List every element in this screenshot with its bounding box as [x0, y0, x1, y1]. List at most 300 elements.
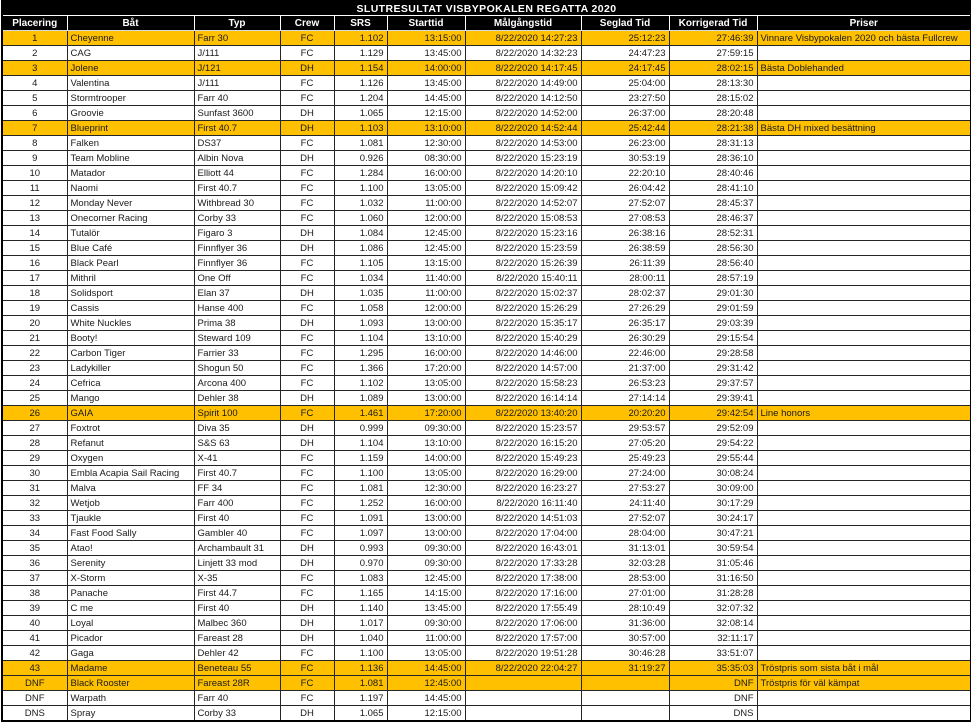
cell-starttid: 13:05:00	[387, 181, 465, 196]
cell-bat: Valentina	[67, 76, 194, 91]
cell-starttid: 11:00:00	[387, 631, 465, 646]
cell-seglad_tid: 28:53:00	[581, 571, 669, 586]
cell-seglad_tid: 25:49:23	[581, 451, 669, 466]
cell-korrigerad_tid: 29:03:39	[669, 316, 757, 331]
cell-typ: Malbec 360	[194, 616, 280, 631]
cell-crew: FC	[280, 166, 334, 181]
cell-priser	[757, 136, 971, 151]
cell-crew: FC	[280, 136, 334, 151]
cell-placering: DNS	[2, 706, 67, 722]
column-header-crew: Crew	[280, 16, 334, 31]
table-row	[2, 226, 971, 241]
cell-priser	[757, 361, 971, 376]
cell-starttid: 12:45:00	[387, 241, 465, 256]
cell-starttid: 17:20:00	[387, 361, 465, 376]
cell-seglad_tid: 27:53:27	[581, 481, 669, 496]
cell-placering: 11	[2, 181, 67, 196]
cell-starttid: 12:30:00	[387, 136, 465, 151]
cell-bat: Embla Acapia Sail Racing	[67, 466, 194, 481]
cell-typ: Farr 40	[194, 91, 280, 106]
table-row	[2, 331, 971, 346]
cell-bat: GAIA	[67, 406, 194, 421]
cell-korrigerad_tid: 28:15:02	[669, 91, 757, 106]
cell-typ: Arcona 400	[194, 376, 280, 391]
cell-crew: DH	[280, 241, 334, 256]
cell-bat: Cheyenne	[67, 31, 194, 46]
cell-malgangstid: 8/22/2020 15:08:53	[465, 211, 581, 226]
cell-crew: FC	[280, 481, 334, 496]
cell-srs: 1.058	[334, 301, 387, 316]
cell-bat: White Nuckles	[67, 316, 194, 331]
cell-crew: FC	[280, 406, 334, 421]
cell-placering: 13	[2, 211, 67, 226]
cell-priser	[757, 106, 971, 121]
cell-placering: 42	[2, 646, 67, 661]
cell-bat: Loyal	[67, 616, 194, 631]
cell-starttid: 13:00:00	[387, 391, 465, 406]
cell-placering: 20	[2, 316, 67, 331]
cell-placering: 16	[2, 256, 67, 271]
cell-bat: Booty!	[67, 331, 194, 346]
cell-starttid: 13:45:00	[387, 601, 465, 616]
table-row	[2, 616, 971, 631]
cell-starttid: 13:15:00	[387, 31, 465, 46]
cell-bat: Black Pearl	[67, 256, 194, 271]
cell-starttid: 12:15:00	[387, 706, 465, 722]
cell-malgangstid: 8/22/2020 15:35:17	[465, 316, 581, 331]
cell-korrigerad_tid: 32:08:14	[669, 616, 757, 631]
table-row	[2, 211, 971, 226]
cell-crew: DH	[280, 226, 334, 241]
cell-typ: Figaro 3	[194, 226, 280, 241]
cell-placering: 17	[2, 271, 67, 286]
cell-malgangstid: 8/22/2020 17:16:00	[465, 586, 581, 601]
cell-typ: J/121	[194, 61, 280, 76]
column-header-srs: SRS	[334, 16, 387, 31]
cell-bat: Foxtrot	[67, 421, 194, 436]
cell-korrigerad_tid: 29:37:57	[669, 376, 757, 391]
cell-korrigerad_tid: 29:52:09	[669, 421, 757, 436]
cell-placering: 23	[2, 361, 67, 376]
cell-placering: 21	[2, 331, 67, 346]
cell-malgangstid: 8/22/2020 14:32:23	[465, 46, 581, 61]
cell-priser	[757, 91, 971, 106]
table-row	[2, 121, 971, 136]
cell-priser	[757, 241, 971, 256]
cell-starttid: 13:00:00	[387, 316, 465, 331]
cell-korrigerad_tid: 30:17:29	[669, 496, 757, 511]
cell-crew: DH	[280, 541, 334, 556]
cell-seglad_tid: 25:04:00	[581, 76, 669, 91]
cell-malgangstid: 8/22/2020 17:04:00	[465, 526, 581, 541]
cell-crew: DH	[280, 151, 334, 166]
cell-malgangstid	[465, 706, 581, 722]
cell-malgangstid: 8/22/2020 22:04:27	[465, 661, 581, 676]
table-row	[2, 196, 971, 211]
cell-starttid: 12:00:00	[387, 301, 465, 316]
table-row	[2, 136, 971, 151]
cell-korrigerad_tid: 28:20:48	[669, 106, 757, 121]
cell-crew: FC	[280, 256, 334, 271]
cell-malgangstid	[465, 691, 581, 706]
cell-korrigerad_tid: DNF	[669, 676, 757, 691]
cell-typ: Elliott 44	[194, 166, 280, 181]
cell-crew: FC	[280, 31, 334, 46]
cell-malgangstid: 8/22/2020 15:23:59	[465, 241, 581, 256]
cell-placering: 41	[2, 631, 67, 646]
cell-priser	[757, 76, 971, 91]
cell-seglad_tid: 24:11:40	[581, 496, 669, 511]
cell-placering: 22	[2, 346, 67, 361]
cell-typ: Farr 30	[194, 31, 280, 46]
cell-korrigerad_tid: 29:01:30	[669, 286, 757, 301]
cell-malgangstid: 8/22/2020 17:33:28	[465, 556, 581, 571]
cell-starttid: 16:00:00	[387, 166, 465, 181]
cell-seglad_tid: 27:05:20	[581, 436, 669, 451]
table-row	[2, 571, 971, 586]
cell-crew: FC	[280, 196, 334, 211]
cell-bat: Panache	[67, 586, 194, 601]
cell-seglad_tid: 22:20:10	[581, 166, 669, 181]
cell-korrigerad_tid: 28:56:30	[669, 241, 757, 256]
cell-seglad_tid: 22:46:00	[581, 346, 669, 361]
cell-bat: Picador	[67, 631, 194, 646]
cell-placering: 12	[2, 196, 67, 211]
cell-typ: First 40	[194, 601, 280, 616]
cell-priser	[757, 181, 971, 196]
cell-malgangstid: 8/22/2020 14:51:03	[465, 511, 581, 526]
cell-priser	[757, 166, 971, 181]
cell-seglad_tid: 30:46:28	[581, 646, 669, 661]
cell-seglad_tid: 30:57:00	[581, 631, 669, 646]
cell-priser	[757, 526, 971, 541]
cell-korrigerad_tid: 29:31:42	[669, 361, 757, 376]
cell-seglad_tid: 23:27:50	[581, 91, 669, 106]
cell-priser	[757, 496, 971, 511]
cell-srs: 0.999	[334, 421, 387, 436]
column-header-malgangstid: Målgångstid	[465, 16, 581, 31]
cell-srs: 1.089	[334, 391, 387, 406]
table-row	[2, 301, 971, 316]
cell-starttid: 13:00:00	[387, 526, 465, 541]
table-row	[2, 181, 971, 196]
cell-bat: Atao!	[67, 541, 194, 556]
cell-typ: Elan 37	[194, 286, 280, 301]
cell-priser	[757, 301, 971, 316]
cell-crew: FC	[280, 526, 334, 541]
cell-srs: 1.100	[334, 181, 387, 196]
cell-srs: 1.081	[334, 136, 387, 151]
cell-bat: Ladykiller	[67, 361, 194, 376]
cell-bat: Team Mobline	[67, 151, 194, 166]
cell-korrigerad_tid: 28:02:15	[669, 61, 757, 76]
cell-malgangstid: 8/22/2020 15:40:29	[465, 331, 581, 346]
cell-malgangstid: 8/22/2020 15:23:19	[465, 151, 581, 166]
cell-seglad_tid: 26:38:16	[581, 226, 669, 241]
cell-priser	[757, 196, 971, 211]
cell-starttid: 12:15:00	[387, 106, 465, 121]
cell-typ: Albin Nova	[194, 151, 280, 166]
table-row	[2, 691, 971, 706]
cell-crew: DH	[280, 631, 334, 646]
cell-seglad_tid: 26:37:00	[581, 106, 669, 121]
cell-placering: 40	[2, 616, 67, 631]
cell-bat: Mithril	[67, 271, 194, 286]
cell-srs: 1.204	[334, 91, 387, 106]
cell-srs: 1.165	[334, 586, 387, 601]
cell-typ: J/111	[194, 46, 280, 61]
cell-malgangstid: 8/22/2020 16:15:20	[465, 436, 581, 451]
cell-priser	[757, 571, 971, 586]
cell-malgangstid: 8/22/2020 15:40:11	[465, 271, 581, 286]
cell-korrigerad_tid: 28:57:19	[669, 271, 757, 286]
cell-typ: Fareast 28R	[194, 676, 280, 691]
cell-bat: Tutalör	[67, 226, 194, 241]
cell-starttid: 13:05:00	[387, 466, 465, 481]
cell-seglad_tid: 31:13:01	[581, 541, 669, 556]
table-row	[2, 271, 971, 286]
cell-typ: Withbread 30	[194, 196, 280, 211]
cell-starttid: 09:30:00	[387, 616, 465, 631]
cell-malgangstid: 8/22/2020 15:58:23	[465, 376, 581, 391]
cell-crew: FC	[280, 181, 334, 196]
cell-srs: 1.083	[334, 571, 387, 586]
cell-crew: DH	[280, 316, 334, 331]
cell-bat: Spray	[67, 706, 194, 722]
table-row	[2, 376, 971, 391]
cell-seglad_tid: 28:02:37	[581, 286, 669, 301]
cell-placering: 3	[2, 61, 67, 76]
cell-placering: 29	[2, 451, 67, 466]
cell-srs: 1.081	[334, 676, 387, 691]
cell-crew: FC	[280, 691, 334, 706]
cell-korrigerad_tid: 29:39:41	[669, 391, 757, 406]
cell-korrigerad_tid: 32:11:17	[669, 631, 757, 646]
table-row	[2, 511, 971, 526]
cell-seglad_tid: 25:42:44	[581, 121, 669, 136]
cell-typ: Prima 38	[194, 316, 280, 331]
cell-malgangstid: 8/22/2020 15:26:39	[465, 256, 581, 271]
cell-malgangstid: 8/22/2020 14:52:44	[465, 121, 581, 136]
cell-srs: 1.102	[334, 31, 387, 46]
cell-placering: 14	[2, 226, 67, 241]
cell-typ: Farr 40	[194, 691, 280, 706]
cell-placering: 18	[2, 286, 67, 301]
cell-bat: X-Storm	[67, 571, 194, 586]
table-row	[2, 661, 971, 676]
table-row	[2, 451, 971, 466]
cell-placering: 34	[2, 526, 67, 541]
cell-starttid: 13:10:00	[387, 121, 465, 136]
cell-bat: Fast Food Sally	[67, 526, 194, 541]
cell-korrigerad_tid: 31:05:46	[669, 556, 757, 571]
cell-korrigerad_tid: 28:45:37	[669, 196, 757, 211]
cell-placering: 36	[2, 556, 67, 571]
cell-korrigerad_tid: 33:51:07	[669, 646, 757, 661]
cell-priser	[757, 346, 971, 361]
cell-crew: DH	[280, 61, 334, 76]
cell-starttid: 09:30:00	[387, 421, 465, 436]
cell-korrigerad_tid: DNF	[669, 691, 757, 706]
cell-korrigerad_tid: 28:41:10	[669, 181, 757, 196]
column-header-typ: Typ	[194, 16, 280, 31]
cell-seglad_tid: 27:52:07	[581, 196, 669, 211]
cell-korrigerad_tid: 30:59:54	[669, 541, 757, 556]
cell-malgangstid: 8/22/2020 14:20:10	[465, 166, 581, 181]
cell-priser	[757, 256, 971, 271]
cell-srs: 1.084	[334, 226, 387, 241]
cell-srs: 1.159	[334, 451, 387, 466]
cell-typ: One Off	[194, 271, 280, 286]
cell-srs: 1.081	[334, 481, 387, 496]
cell-placering: 28	[2, 436, 67, 451]
table-row	[2, 391, 971, 406]
cell-priser	[757, 541, 971, 556]
cell-srs: 1.252	[334, 496, 387, 511]
cell-korrigerad_tid: 29:55:44	[669, 451, 757, 466]
cell-seglad_tid: 28:00:11	[581, 271, 669, 286]
cell-priser	[757, 466, 971, 481]
cell-bat: Jolene	[67, 61, 194, 76]
cell-srs: 1.140	[334, 601, 387, 616]
table-row	[2, 436, 971, 451]
cell-srs: 1.197	[334, 691, 387, 706]
table-row	[2, 496, 971, 511]
cell-priser	[757, 481, 971, 496]
cell-typ: Farr 400	[194, 496, 280, 511]
cell-starttid: 12:45:00	[387, 226, 465, 241]
cell-crew: DH	[280, 616, 334, 631]
cell-srs: 1.032	[334, 196, 387, 211]
table-row	[2, 346, 971, 361]
table-row	[2, 76, 971, 91]
cell-placering: 27	[2, 421, 67, 436]
cell-crew: DH	[280, 391, 334, 406]
cell-korrigerad_tid: 31:16:50	[669, 571, 757, 586]
cell-crew: FC	[280, 646, 334, 661]
table-row	[2, 586, 971, 601]
cell-crew: FC	[280, 46, 334, 61]
cell-korrigerad_tid: 27:46:39	[669, 31, 757, 46]
table-row	[2, 406, 971, 421]
cell-priser	[757, 46, 971, 61]
cell-bat: Tjaukle	[67, 511, 194, 526]
cell-typ: Archambault 31	[194, 541, 280, 556]
cell-typ: Steward 109	[194, 331, 280, 346]
cell-placering: 25	[2, 391, 67, 406]
table-row	[2, 526, 971, 541]
cell-bat: Cassis	[67, 301, 194, 316]
cell-srs: 1.154	[334, 61, 387, 76]
cell-priser	[757, 391, 971, 406]
cell-seglad_tid: 31:36:00	[581, 616, 669, 631]
cell-priser	[757, 706, 971, 722]
cell-placering: 15	[2, 241, 67, 256]
cell-priser: Vinnare Visbypokalen 2020 och bästa Fullcrew	[757, 31, 971, 46]
cell-seglad_tid: 21:37:00	[581, 361, 669, 376]
cell-typ: Sunfast 3600	[194, 106, 280, 121]
cell-placering: 5	[2, 91, 67, 106]
cell-crew: FC	[280, 571, 334, 586]
cell-srs: 1.091	[334, 511, 387, 526]
cell-bat: Falken	[67, 136, 194, 151]
cell-starttid: 13:45:00	[387, 46, 465, 61]
cell-malgangstid: 8/22/2020 16:11:40	[465, 496, 581, 511]
cell-placering: 7	[2, 121, 67, 136]
cell-starttid: 08:30:00	[387, 151, 465, 166]
cell-crew: DH	[280, 121, 334, 136]
cell-starttid: 12:30:00	[387, 481, 465, 496]
cell-typ: Beneteau 55	[194, 661, 280, 676]
cell-priser	[757, 601, 971, 616]
column-header-priser: Priser	[757, 16, 971, 31]
table-row	[2, 541, 971, 556]
cell-korrigerad_tid: 29:54:22	[669, 436, 757, 451]
column-header-korrigerad_tid: Korrigerad Tid	[669, 16, 757, 31]
table-row	[2, 601, 971, 616]
cell-korrigerad_tid: 28:13:30	[669, 76, 757, 91]
cell-seglad_tid: 20:20:20	[581, 406, 669, 421]
table-row	[2, 556, 971, 571]
cell-placering: 19	[2, 301, 67, 316]
cell-crew: FC	[280, 331, 334, 346]
column-header-seglad_tid: Seglad Tid	[581, 16, 669, 31]
cell-srs: 0.926	[334, 151, 387, 166]
cell-priser	[757, 616, 971, 631]
cell-korrigerad_tid: 30:09:00	[669, 481, 757, 496]
cell-crew: FC	[280, 211, 334, 226]
cell-seglad_tid: 27:26:29	[581, 301, 669, 316]
cell-srs: 0.993	[334, 541, 387, 556]
cell-starttid: 14:15:00	[387, 586, 465, 601]
table-row	[2, 286, 971, 301]
cell-starttid: 13:05:00	[387, 646, 465, 661]
cell-bat: Gaga	[67, 646, 194, 661]
cell-placering: 31	[2, 481, 67, 496]
cell-srs: 1.093	[334, 316, 387, 331]
cell-starttid: 16:00:00	[387, 346, 465, 361]
cell-seglad_tid: 30:53:19	[581, 151, 669, 166]
cell-starttid: 13:10:00	[387, 331, 465, 346]
cell-starttid: 14:00:00	[387, 451, 465, 466]
cell-starttid: 11:00:00	[387, 286, 465, 301]
cell-crew: DH	[280, 706, 334, 722]
cell-placering: 30	[2, 466, 67, 481]
cell-priser	[757, 691, 971, 706]
cell-bat: Onecorner Racing	[67, 211, 194, 226]
cell-bat: CAG	[67, 46, 194, 61]
cell-bat: Refanut	[67, 436, 194, 451]
cell-korrigerad_tid: 28:31:13	[669, 136, 757, 151]
cell-korrigerad_tid: 32:07:32	[669, 601, 757, 616]
cell-srs: 1.035	[334, 286, 387, 301]
title-row	[2, 1, 971, 16]
cell-typ: Gambler 40	[194, 526, 280, 541]
cell-seglad_tid	[581, 706, 669, 722]
cell-priser	[757, 631, 971, 646]
cell-typ: Finnflyer 36	[194, 256, 280, 271]
cell-bat: Black Rooster	[67, 676, 194, 691]
cell-typ: First 40	[194, 511, 280, 526]
cell-starttid: 13:15:00	[387, 256, 465, 271]
cell-priser	[757, 421, 971, 436]
cell-srs: 1.060	[334, 211, 387, 226]
cell-crew: FC	[280, 661, 334, 676]
cell-priser	[757, 586, 971, 601]
cell-bat: Stormtrooper	[67, 91, 194, 106]
cell-priser: Tröstpris för väl kämpat	[757, 676, 971, 691]
cell-seglad_tid: 32:03:28	[581, 556, 669, 571]
